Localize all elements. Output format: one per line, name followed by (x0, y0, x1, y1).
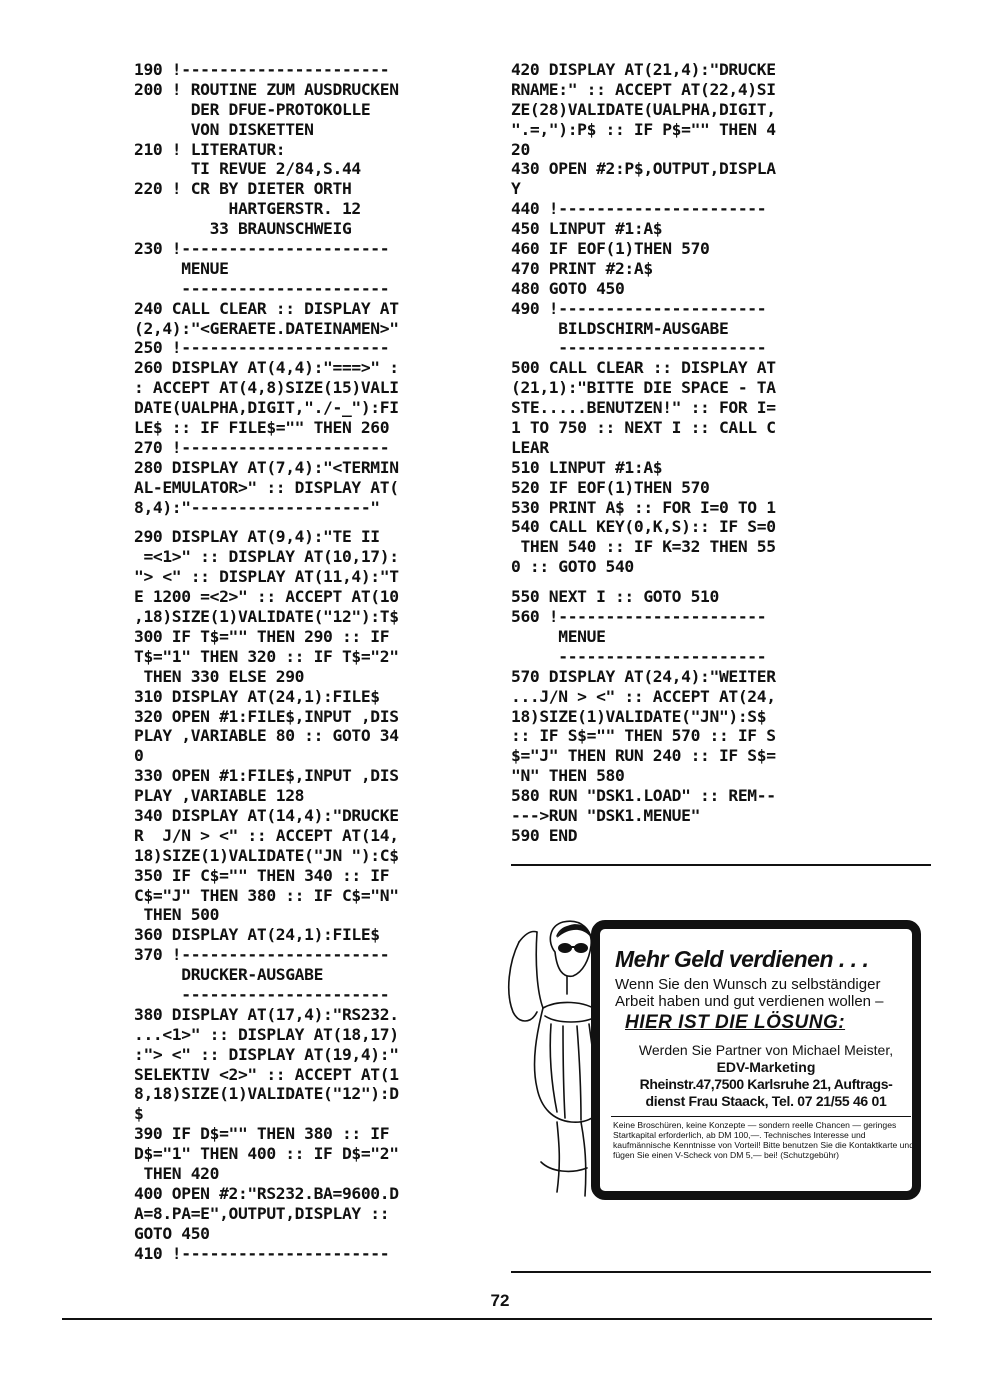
listing-line: PLAY ,VARIABLE 80 :: GOTO 34 (134, 726, 399, 746)
ad-partner-block (611, 1042, 921, 1110)
listing-line: 520 IF EOF(1)THEN 570 (511, 477, 710, 497)
ad-partner-line: Werden Sie Partner von Michael Meister, (638, 1042, 894, 1058)
listing-line: 33 BRAUNSCHWEIG (134, 219, 352, 239)
ad-headline: Mehr Geld verdienen . . . (615, 946, 869, 972)
listing-line: :: IF S$="" THEN 570 :: IF S (511, 726, 776, 746)
listing-left-column (134, 60, 486, 1263)
listing-line: 550 NEXT I :: GOTO 510 (511, 587, 719, 607)
listing-line: ...J/N > <" :: ACCEPT AT(24, (511, 686, 776, 706)
listing-line: 8,18)SIZE(1)VALIDATE("12"):D (134, 1084, 399, 1104)
listing-line: C$="J" THEN 380 :: IF C$="N" (134, 885, 399, 905)
listing-line: 0 (134, 746, 144, 766)
advertisement (501, 912, 933, 1212)
listing-line: ...<1>" :: DISPLAY AT(18,17) (134, 1024, 399, 1044)
listing-line: 490 !---------------------- (511, 298, 767, 318)
listing-line: 280 DISPLAY AT(7,4):"<TERMIN (134, 457, 399, 477)
listing-line: --->RUN "DSK1.MENUE" (511, 805, 701, 825)
listing-line: LEAR (511, 437, 549, 457)
listing-line: 510 LINPUT #1:A$ (511, 457, 663, 477)
listing-line: THEN 330 ELSE 290 (134, 666, 305, 686)
listing-line: ---------------------- (511, 338, 767, 358)
listing-line: 0 :: GOTO 540 (511, 557, 634, 577)
listing-line: "N" THEN 580 (511, 766, 625, 786)
listing-line: DRUCKER-AUSGABE (134, 965, 324, 985)
ad-intro: Wenn Sie den Wunsch zu selbständiger Arbeit haben und gut verdienen wollen – (615, 976, 884, 1010)
listing-line: 420 DISPLAY AT(21,4):"DRUCKE (511, 60, 776, 79)
listing-line: 360 DISPLAY AT(24,1):FILE$ (134, 925, 380, 945)
listing-line: 20 (511, 139, 530, 159)
ad-partner-line: Rheinstr.47,7500 Karlsruhe 21, Auftrags- (639, 1076, 893, 1092)
listing-line: (21,1):"BITTE DIE SPACE - TA (511, 378, 776, 398)
listing-line: 540 CALL KEY(0,K,S):: IF S=0 (511, 517, 776, 537)
listing-line: 18)SIZE(1)VALIDATE("JN"):S$ (511, 706, 767, 726)
listing-line: R J/N > <" :: ACCEPT AT(14, (134, 825, 399, 845)
listing-line: 470 PRINT #2:A$ (511, 258, 653, 278)
listing-line: 300 IF T$="" THEN 290 :: IF (134, 626, 390, 646)
listing-line: 500 CALL CLEAR :: DISPLAY AT (511, 358, 776, 378)
listing-line: 230 !---------------------- (134, 239, 390, 259)
listing-line: 310 DISPLAY AT(24,1):FILE$ (134, 686, 380, 706)
listing-line: 410 !---------------------- (134, 1243, 390, 1263)
listing-line: 250 !---------------------- (134, 338, 390, 358)
listing-line: (2,4):"<GERAETE.DATEINAMEN>" (134, 318, 399, 338)
listing-line: "> <" :: DISPLAY AT(11,4):"T (134, 567, 399, 587)
listing-line: 390 IF D$="" THEN 380 :: IF (134, 1124, 390, 1144)
listing-line: MENUE (511, 626, 606, 646)
listing-line: Y (511, 179, 521, 199)
right-column-rule-bottom (511, 1271, 931, 1273)
listing-line: STE.....BENUTZEN!" :: FOR I= (511, 398, 776, 418)
listing-line: ,18)SIZE(1)VALIDATE("12"):T$ (134, 607, 399, 627)
ad-partner-line: EDV-Marketing (716, 1059, 816, 1075)
listing-line: $ (134, 1104, 144, 1124)
ad-small-print: Keine Broschüren, keine Konzepte — sondern reelle Chancen — geringes Startkapital erforderlich, ab DM 100,—. Technisches Interesse und kaufmännische Kenntnisse von Vorteil! Bitte benutzen Sie die Kontaktkarte und fügen Sie einen V-Scheck von DM 5,— bei! (Schutzgebühr) (613, 1120, 914, 1160)
listing-right-column (511, 60, 863, 846)
listing-line: ".=,"):P$ :: IF P$="" THEN 4 (511, 119, 776, 139)
listing-line: 440 !---------------------- (511, 199, 767, 219)
listing-line: 270 !---------------------- (134, 437, 390, 457)
listing-line: $="J" THEN RUN 240 :: IF S$= (511, 746, 776, 766)
listing-line: 330 OPEN #1:FILE$,INPUT ,DIS (134, 766, 399, 786)
listing-line: 190 !---------------------- (134, 60, 390, 79)
listing-line: 1 TO 750 :: NEXT I :: CALL C (511, 418, 776, 438)
right-column-rule-top (511, 864, 931, 866)
listing-line: :"> <" :: DISPLAY AT(19,4):" (134, 1044, 399, 1064)
listing-line: D$="1" THEN 400 :: IF D$="2" (134, 1144, 399, 1164)
listing-line: A=8.PA=E",OUTPUT,DISPLAY :: (134, 1203, 390, 1223)
listing-line: 570 DISPLAY AT(24,4):"WEITER (511, 666, 776, 686)
listing-line: 260 DISPLAY AT(4,4):"===>" : (134, 358, 399, 378)
listing-line: 200 ! ROUTINE ZUM AUSDRUCKEN (134, 79, 399, 99)
listing-line: 240 CALL CLEAR :: DISPLAY AT (134, 298, 399, 318)
listing-line: BILDSCHIRM-AUSGABE (511, 318, 729, 338)
listing-line: T$="1" THEN 320 :: IF T$="2" (134, 646, 399, 666)
listing-line: SELEKTIV <2>" :: ACCEPT AT(1 (134, 1064, 399, 1084)
listing-line (134, 517, 486, 527)
ad-solution-heading: HIER IST DIE LÖSUNG: (625, 1012, 846, 1033)
listing-line: PLAY ,VARIABLE 128 (134, 786, 305, 806)
listing-line: 380 DISPLAY AT(17,4):"RS232. (134, 1004, 399, 1024)
listing-line: DER DFUE-PROTOKOLLE (134, 99, 371, 119)
ad-divider (611, 1116, 911, 1117)
listing-line: 530 PRINT A$ :: FOR I=0 TO 1 (511, 497, 776, 517)
ad-partner-line: dienst Frau Staack, Tel. 07 21/55 46 01 (645, 1093, 887, 1109)
listing-line: 350 IF C$="" THEN 340 :: IF (134, 865, 390, 885)
listing-line: 430 OPEN #2:P$,OUTPUT,DISPLA (511, 159, 776, 179)
listing-line: =<1>" :: DISPLAY AT(10,17): (134, 547, 399, 567)
listing-line: 340 DISPLAY AT(14,4):"DRUCKE (134, 805, 399, 825)
listing-line: THEN 420 (134, 1163, 220, 1183)
listing-line: TI REVUE 2/84,S.44 (134, 159, 361, 179)
listing-line: THEN 500 (134, 905, 220, 925)
listing-line: RNAME:" :: ACCEPT AT(22,4)SI (511, 79, 776, 99)
listing-line: 220 ! CR BY DIETER ORTH (134, 179, 352, 199)
listing-line: GOTO 450 (134, 1223, 210, 1243)
listing-line: E 1200 =<2>" :: ACCEPT AT(10 (134, 587, 399, 607)
listing-line: 400 OPEN #2:"RS232.BA=9600.D (134, 1183, 399, 1203)
listing-line (511, 577, 863, 587)
listing-line: 450 LINPUT #1:A$ (511, 219, 663, 239)
page-number: 72 (490, 1291, 510, 1310)
listing-line: 460 IF EOF(1)THEN 570 (511, 239, 710, 259)
listing-line: ---------------------- (134, 984, 390, 1004)
listing-line: MENUE (134, 258, 229, 278)
listing-line: DATE(UALPHA,DIGIT,"./-_"):FI (134, 398, 399, 418)
listing-line: 8,4):"-------------------" (134, 497, 380, 517)
listing-line: 480 GOTO 450 (511, 278, 625, 298)
listing-line: ---------------------- (511, 646, 767, 666)
listing-line: 560 !---------------------- (511, 607, 767, 627)
listing-line: 580 RUN "DSK1.LOAD" :: REM-- (511, 786, 776, 806)
listing-line: 18)SIZE(1)VALIDATE("JN "):C$ (134, 845, 399, 865)
page-footer-rule (62, 1318, 932, 1320)
listing-line: VON DISKETTEN (134, 119, 314, 139)
listing-line: 290 DISPLAY AT(9,4):"TE II (134, 527, 380, 547)
listing-line: ZE(28)VALIDATE(UALPHA,DIGIT, (511, 99, 776, 119)
listing-line: 210 ! LITERATUR: (134, 139, 286, 159)
listing-line: ---------------------- (134, 278, 390, 298)
listing-line: 320 OPEN #1:FILE$,INPUT ,DIS (134, 706, 399, 726)
listing-line: AL-EMULATOR>" :: DISPLAY AT( (134, 477, 399, 497)
listing-line: 590 END (511, 825, 578, 845)
listing-line: : ACCEPT AT(4,8)SIZE(15)VALI (134, 378, 399, 398)
listing-line: 370 !---------------------- (134, 945, 390, 965)
listing-line: LE$ :: IF FILE$="" THEN 260 (134, 418, 390, 438)
listing-line: THEN 540 :: IF K=32 THEN 55 (511, 537, 776, 557)
listing-line: HARTGERSTR. 12 (134, 199, 361, 219)
